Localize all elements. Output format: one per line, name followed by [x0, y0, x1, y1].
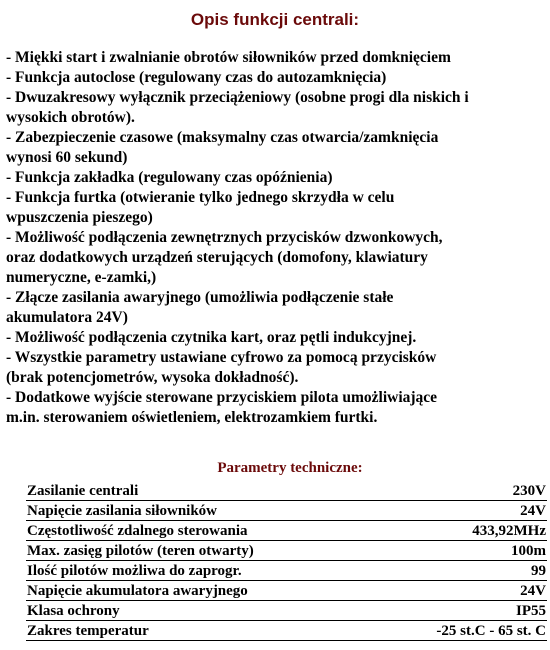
- params-table: [26, 481, 547, 641]
- table-row: [26, 561, 547, 581]
- param-value: -25 st.C - 65 st. C: [376, 621, 547, 641]
- feature-line: - Funkcja zakładka (regulowany czas opóźnienia): [6, 169, 333, 186]
- param-label: Ilość pilotów możliwa do zaprogr.: [26, 561, 376, 581]
- param-label: Napięcie akumulatora awaryjnego: [26, 581, 376, 601]
- feature-line: oraz dodatkowych urządzeń sterujących (domofony, klawiatury: [6, 249, 428, 266]
- feature-line: - Możliwość podłączenia zewnętrznych przycisków dzwonkowych,: [6, 229, 443, 246]
- param-label: Max. zasięg pilotów (teren otwarty): [26, 541, 376, 561]
- feature-line: - Zabezpieczenie czasowe (maksymalny czas otwarcia/zamknięcia: [6, 129, 439, 146]
- param-label: Klasa ochrony: [26, 601, 376, 621]
- feature-line: - Wszystkie parametry ustawiane cyfrowo za pomocą przycisków: [6, 349, 437, 366]
- feature-line: wysokich obrotów).: [6, 109, 135, 126]
- table-row: [26, 541, 547, 561]
- feature-line: - Funkcja furtka (otwieranie tylko jednego skrzydła w celu: [6, 189, 395, 206]
- param-value: 100m: [376, 541, 547, 561]
- table-row: [26, 621, 547, 641]
- table-row: [26, 581, 547, 601]
- param-label: Zakres temperatur: [26, 621, 376, 641]
- param-label: Napięcie zasilania siłowników: [26, 501, 376, 521]
- param-label: Częstotliwość zdalnego sterowania: [26, 521, 376, 541]
- param-value: 24V: [376, 501, 547, 521]
- param-label: Zasilanie centrali: [26, 481, 376, 501]
- feature-line: - Możliwość podłączenia czytnika kart, oraz pętli indukcyjnej.: [6, 329, 417, 346]
- feature-line: - Dwuzakresowy wyłącznik przeciążeniowy (osobne progi dla niskich i: [6, 89, 469, 106]
- param-value: 99: [376, 561, 547, 581]
- feature-line: akumulatora 24V): [6, 309, 128, 326]
- feature-line: numeryczne, e-zamki,): [6, 269, 157, 286]
- feature-line: - Złącze zasilania awaryjnego (umożliwia podłączenie stałe: [6, 289, 394, 306]
- feature-list: [6, 48, 548, 428]
- feature-line: - Dodatkowe wyjście sterowane przyciskiem pilota umożliwiające: [6, 389, 438, 406]
- table-row: [26, 481, 547, 501]
- param-value: 24V: [376, 581, 547, 601]
- feature-line: - Miękki start i zwalnianie obrotów siłowników przed domknięciem: [6, 49, 451, 66]
- param-value: IP55: [376, 601, 547, 621]
- table-row: [26, 601, 547, 621]
- table-row: [26, 521, 547, 541]
- feature-line: - Funkcja autoclose (regulowany czas do autozamknięcia): [6, 69, 387, 86]
- feature-line: wpuszczenia pieszego): [6, 209, 153, 226]
- feature-line: (brak potencjometrów, wysoka dokładność).: [6, 369, 299, 386]
- feature-line: wynosi 60 sekund): [6, 149, 128, 166]
- table-row: [26, 501, 547, 521]
- params-title: Parametry techniczne:: [217, 460, 363, 476]
- param-value: 230V: [376, 481, 547, 501]
- param-value: 433,92MHz: [376, 521, 547, 541]
- page-title: Opis funkcji centrali:: [190, 10, 360, 29]
- feature-line: m.in. sterowaniem oświetleniem, elektrozamkiem furtki.: [6, 409, 378, 426]
